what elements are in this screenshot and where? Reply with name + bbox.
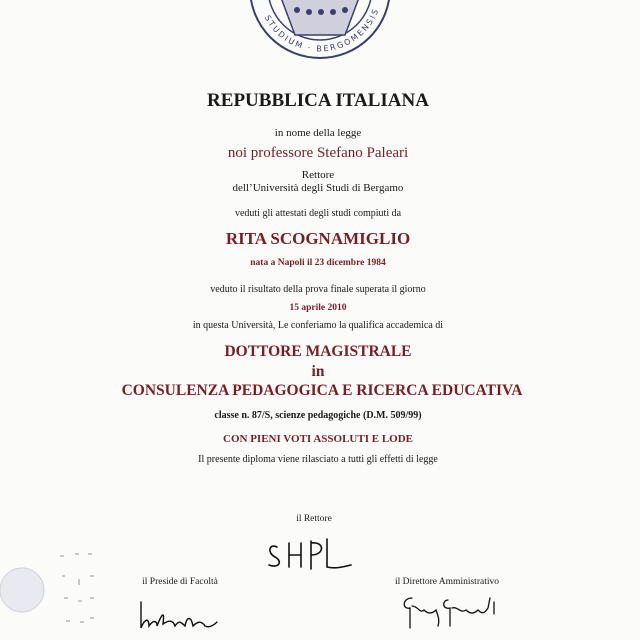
in-text: in xyxy=(311,363,325,380)
rector-title: Rettore xyxy=(301,169,335,181)
in-nome-text: in nome della legge xyxy=(274,127,362,139)
veduti-text: veduti gli attestati degli studi compiuti da xyxy=(234,208,402,219)
final-grade: CON PIENI VOTI ASSOLUTI E LODE xyxy=(223,433,413,445)
exam-date: 15 aprile 2010 xyxy=(289,303,347,313)
header-title: REPUBBLICA ITALIANA xyxy=(207,90,429,111)
degree-class: classe n. 87/S, scienze pedagogiche (D.M. 509/99) xyxy=(214,410,422,421)
direttore-label: il Direttore Amministrativo xyxy=(395,577,499,587)
degree-field: CONSULENZA PEDAGOGICA E RICERCA EDUCATIVA xyxy=(121,382,523,399)
faded-stamp xyxy=(0,545,110,635)
conferiamo-text: in questa Università, Le conferiamo la qualifica accademica di xyxy=(192,320,444,331)
veduto-text: veduto il risultato della prova finale superata il giorno xyxy=(210,284,426,295)
graduate-name: RITA SCOGNAMIGLIO xyxy=(225,229,411,248)
degree-title: DOTTORE MAGISTRALE xyxy=(224,343,412,360)
direttore-signature xyxy=(398,592,508,632)
rettore-label: il Rettore xyxy=(296,514,332,524)
rector-name: noi professore Stefano Paleari xyxy=(227,145,409,161)
preside-label: il Preside di Facoltà xyxy=(142,577,218,587)
rettore-signature xyxy=(265,535,355,575)
validity-text: Il presente diploma viene rilasciato a tutti gli effetti di legge xyxy=(198,454,438,465)
preside-signature xyxy=(135,598,225,633)
birth-info: nata a Napoli il 23 dicembre 1984 xyxy=(250,258,386,268)
university-name: dell’Università degli Studi di Bergamo xyxy=(232,182,404,194)
svg-text:STUDIUM · BERGOMENSIS: STUDIUM · BERGOMENSIS xyxy=(262,6,381,54)
university-seal xyxy=(235,0,405,70)
